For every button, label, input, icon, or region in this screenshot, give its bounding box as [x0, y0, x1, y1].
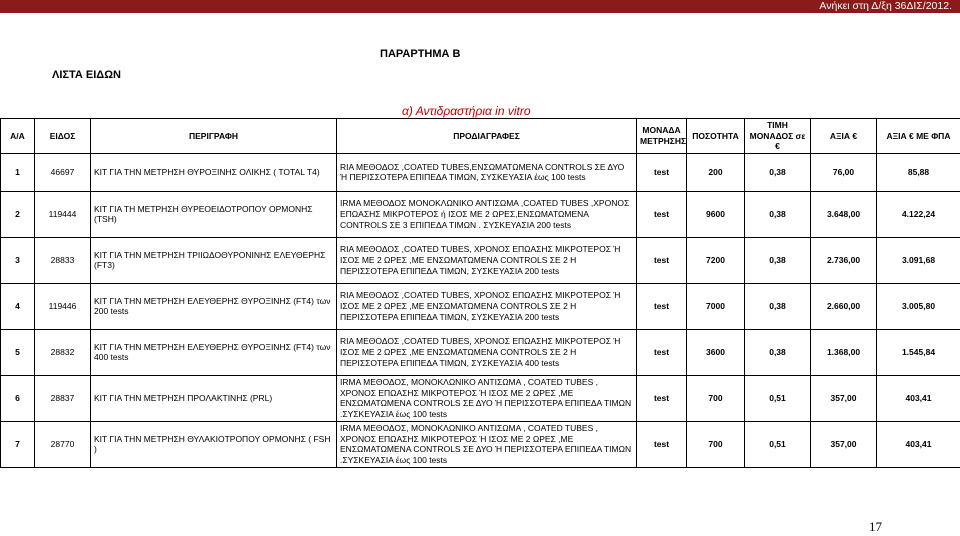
- cell-value: 76,00: [811, 153, 877, 191]
- cell-value: 2.660,00: [811, 283, 877, 329]
- cell-value-vat: 85,88: [877, 153, 960, 191]
- cell-item: 28832: [35, 329, 91, 375]
- cell-description: ΚΙΤ ΓΙΑ ΤΗΝ ΜΕΤΡΗΣΗ ΕΛΕΥΘΕΡΗΣ ΘΥΡΟΞΙΝΗΣ (FT4) των 400 tests: [91, 329, 337, 375]
- items-table: [0, 118, 960, 468]
- col-header-value-vat: ΑΞΙΑ € ΜΕ ΦΠΑ: [877, 119, 960, 154]
- cell-unit-price: 0,38: [745, 329, 811, 375]
- cell-description: ΚΙΤ ΓΙΑ ΤΗΝ ΜΕΤΡΗΣΗ ΠΡΟΛΑΚΤΙΝΗΣ (PRL): [91, 375, 337, 421]
- cell-value: 357,00: [811, 375, 877, 421]
- cell-aa: 6: [1, 375, 35, 421]
- cell-item: 119444: [35, 191, 91, 237]
- cell-unit-price: 0,38: [745, 283, 811, 329]
- col-header-aa: Α/Α: [1, 119, 35, 154]
- cell-aa: 1: [1, 153, 35, 191]
- col-header-unit: ΜΟΝΑΔΑ ΜΕΤΡΗΣΗΣ: [637, 119, 687, 154]
- cell-quantity: 3600: [687, 329, 745, 375]
- cell-unit-price: 0,51: [745, 421, 811, 467]
- cell-unit: test: [637, 375, 687, 421]
- cell-value: 1.368,00: [811, 329, 877, 375]
- col-header-item: ΕΙΔΟΣ: [35, 119, 91, 154]
- cell-aa: 2: [1, 191, 35, 237]
- cell-quantity: 700: [687, 421, 745, 467]
- cell-unit: test: [637, 191, 687, 237]
- cell-unit-price: 0,51: [745, 375, 811, 421]
- cell-description: ΚΙΤ ΓΙΑ ΤΗΝ ΜΕΤΡΗΣΗ ΘΥΛΑΚΙΟΤΡΟΠΟΥ ΟΡΜΟΝΗΣ ( FSH ): [91, 421, 337, 467]
- cell-value-vat: 3.005,80: [877, 283, 960, 329]
- cell-specs: IRMA ΜΕΘΟΔΟΣ, ΜΟΝΟΚΛΩΝΙΚΟ ΑΝΤΙΣΩΜΑ , COATED TUBES , ΧΡΟΝΟΣ ΕΠΩΑΣΗΣ ΜΙΚΡΟΤΕΡΟΣ Ή ΙΣΟΣ ΜΕ 2 ΩΡΕΣ ,ΜΕ ΕΝΣΩΜΑΤΩΜΕΝΑ CONTROLS ΣΕ ΔΥΟ Ή ΠΕΡΙΣΣΟΤΕΡΑ ΕΠΙΠΕΔΑ ΤΙΜΩΝ .ΣΥΣΚΕΥΑΣΙΑ έως 100 tests: [337, 421, 637, 467]
- cell-value: 357,00: [811, 421, 877, 467]
- cell-unit: test: [637, 237, 687, 283]
- cell-description: ΚΙΤ ΓΙΑ ΤΗΝ ΜΕΤΡΗΣΗ ΕΛΕΥΘΕΡΗΣ ΘΥΡΟΞΙΝΗΣ (FT4) των 200 tests: [91, 283, 337, 329]
- cell-unit: test: [637, 421, 687, 467]
- cell-unit: test: [637, 283, 687, 329]
- top-banner: [0, 0, 960, 13]
- cell-item: 119446: [35, 283, 91, 329]
- cell-aa: 5: [1, 329, 35, 375]
- cell-quantity: 200: [687, 153, 745, 191]
- cell-description: ΚΙΤ ΓΙΑ ΤΗΝ ΜΕΤΡΗΣΗ ΘΥΡΟΞΙΝΗΣ ΟΛΙΚΗΣ ( TOTAL T4): [91, 153, 337, 191]
- cell-value-vat: 3.091,68: [877, 237, 960, 283]
- col-header-quantity: ΠΟΣΟΤΗΤΑ: [687, 119, 745, 154]
- cell-specs: RIA ΜΕΘΟΔΟΣ ,COATED TUBES, ΧΡΟΝΟΣ ΕΠΩΑΣΗΣ ΜΙΚΡΟΤΕΡΟΣ Ή ΙΣΟΣ ΜΕ 2 ΩΡΕΣ ,ΜΕ ΕΝΣΩΜΑΤΩΜΕΝΑ CONTROLS ΣΕ 2 Η ΠΕΡΙΣΣΟΤΕΡΑ ΕΠΙΠΕΔΑ ΤΙΜΩΝ, ΣΥΣΚΕΥΑΣΙΑ 200 tests: [337, 237, 637, 283]
- table-row: [1, 329, 960, 375]
- table-row: [1, 153, 960, 191]
- cell-quantity: 7200: [687, 237, 745, 283]
- table-row: [1, 237, 960, 283]
- col-header-unit-price: ΤΙΜΗ ΜΟΝΑΔΟΣ σε €: [745, 119, 811, 154]
- col-header-value: ΑΞΙΑ €: [811, 119, 877, 154]
- cell-quantity: 700: [687, 375, 745, 421]
- cell-value: 2.736,00: [811, 237, 877, 283]
- cell-item: 28770: [35, 421, 91, 467]
- cell-quantity: 7000: [687, 283, 745, 329]
- cell-specs: RIA ΜΕΘΟΔΟΣ ,COATED TUBES,ΕΝΣΩΜΑΤΩΜΕΝΑ CONTROLS ΣΕ ΔΥΟ Ή ΠΕΡΙΣΣΟΤΕΡΑ ΕΠΙΠΕΔΑ ΤΙΜΩΝ, ΣΥΣΚΕΥΑΣΙΑ έως 100 tests: [337, 153, 637, 191]
- cell-specs: RIA ΜΕΘΟΔΟΣ ,COATED TUBES, ΧΡΟΝΟΣ ΕΠΩΑΣΗΣ ΜΙΚΡΟΤΕΡΟΣ Ή ΙΣΟΣ ΜΕ 2 ΩΡΕΣ ,ΜΕ ΕΝΣΩΜΑΤΩΜΕΝΑ CONTROLS ΣΕ 2 Η ΠΕΡΙΣΣΟΤΕΡΑ ΕΠΙΠΕΔΑ ΤΙΜΩΝ, ΣΥΣΚΕΥΑΣΙΑ 400 tests: [337, 329, 637, 375]
- section-title: α) Αντιδραστήρια in vitro: [402, 104, 531, 118]
- cell-specs: IRMA ΜΕΘΟΔΟΣ, ΜΟΝΟΚΛΩΝΙΚΟ ΑΝΤΙΣΩΜΑ , COATED TUBES , ΧΡΟΝΟΣ ΕΠΩΑΣΗΣ ΜΙΚΡΟΤΕΡΟΣ Ή ΙΣΟΣ ΜΕ 2 ΩΡΕΣ ,ΜΕ ΕΝΣΩΜΑΤΩΜΕΝΑ CONTROLS ΣΕ ΔΥΟ Ή ΠΕΡΙΣΣΟΤΕΡΑ ΕΠΙΠΕΔΑ ΤΙΜΩΝ .ΣΥΣΚΕΥΑΣΙΑ έως 100 tests: [337, 375, 637, 421]
- list-title: ΛΙΣΤΑ ΕΙΔΩΝ: [52, 69, 121, 81]
- cell-description: ΚΙΤ ΓΙΑ ΤΗ ΜΕΤΡΗΣΗ ΘΥΡΕΟΕΙΔΟΤΡΟΠΟΥ ΟΡΜΟΝΗΣ (TSH): [91, 191, 337, 237]
- cell-specs: IRMA ΜΕΘΟΔΟΣ ΜΟΝΟΚΛΩΝΙΚΟ ΑΝΤΙΣΩΜΑ ,COATED TUBES ,ΧΡΟΝΟΣ ΕΠΩΑΣΗΣ ΜΙΚΡΟΤΕΡΟΣ ή ΙΣΟΣ ΜΕ 2 ΩΡΕΣ,ΕΝΣΩΜΑΤΩΜΕΝΑ CONTROLS ΣΕ 3 ΕΠΙΠΕΔΑ ΤΙΜΩΝ . ΣΥΣΚΕΥΑΣΙΑ 200 tests: [337, 191, 637, 237]
- page-number: 17: [869, 519, 882, 534]
- col-header-description: ΠΕΡΙΓΡΑΦΗ: [91, 119, 337, 154]
- table-row: [1, 375, 960, 421]
- table-row: [1, 283, 960, 329]
- table-row: [1, 191, 960, 237]
- cell-unit-price: 0,38: [745, 237, 811, 283]
- cell-value-vat: 403,41: [877, 421, 960, 467]
- cell-unit-price: 0,38: [745, 191, 811, 237]
- cell-aa: 4: [1, 283, 35, 329]
- cell-description: ΚΙΤ ΓΙΑ ΤΗΝ ΜΕΤΡΗΣΗ ΤΡΙΙΩΔΟΘΥΡΟΝΙΝΗΣ ΕΛΕΥΘΕΡΗΣ (FT3): [91, 237, 337, 283]
- table-row: [1, 421, 960, 467]
- cell-item: 46697: [35, 153, 91, 191]
- cell-value-vat: 4.122,24: [877, 191, 960, 237]
- cell-value-vat: 1.545,84: [877, 329, 960, 375]
- cell-value: 3.648,00: [811, 191, 877, 237]
- cell-unit: test: [637, 329, 687, 375]
- cell-value-vat: 403,41: [877, 375, 960, 421]
- cell-aa: 3: [1, 237, 35, 283]
- cell-item: 28833: [35, 237, 91, 283]
- table-header-row: [1, 119, 960, 154]
- cell-quantity: 9600: [687, 191, 745, 237]
- decision-reference: Ανήκει στη Δ/ξη 36ΔΙΣ/2012.: [819, 0, 952, 12]
- cell-unit-price: 0,38: [745, 153, 811, 191]
- cell-item: 28837: [35, 375, 91, 421]
- annex-title: ΠΑΡΑΡΤΗΜΑ Β: [380, 48, 461, 60]
- col-header-specs: ΠΡΟΔΙΑΓΡΑΦΕΣ: [337, 119, 637, 154]
- cell-specs: RIA ΜΕΘΟΔΟΣ ,COATED TUBES, ΧΡΟΝΟΣ ΕΠΩΑΣΗΣ ΜΙΚΡΟΤΕΡΟΣ Ή ΙΣΟΣ ΜΕ 2 ΩΡΕΣ ,ΜΕ ΕΝΣΩΜΑΤΩΜΕΝΑ CONTROLS ΣΕ 2 Η ΠΕΡΙΣΣΟΤΕΡΑ ΕΠΙΠΕΔΑ ΤΙΜΩΝ, ΣΥΣΚΕΥΑΣΙΑ 200 tests: [337, 283, 637, 329]
- cell-unit: test: [637, 153, 687, 191]
- cell-aa: 7: [1, 421, 35, 467]
